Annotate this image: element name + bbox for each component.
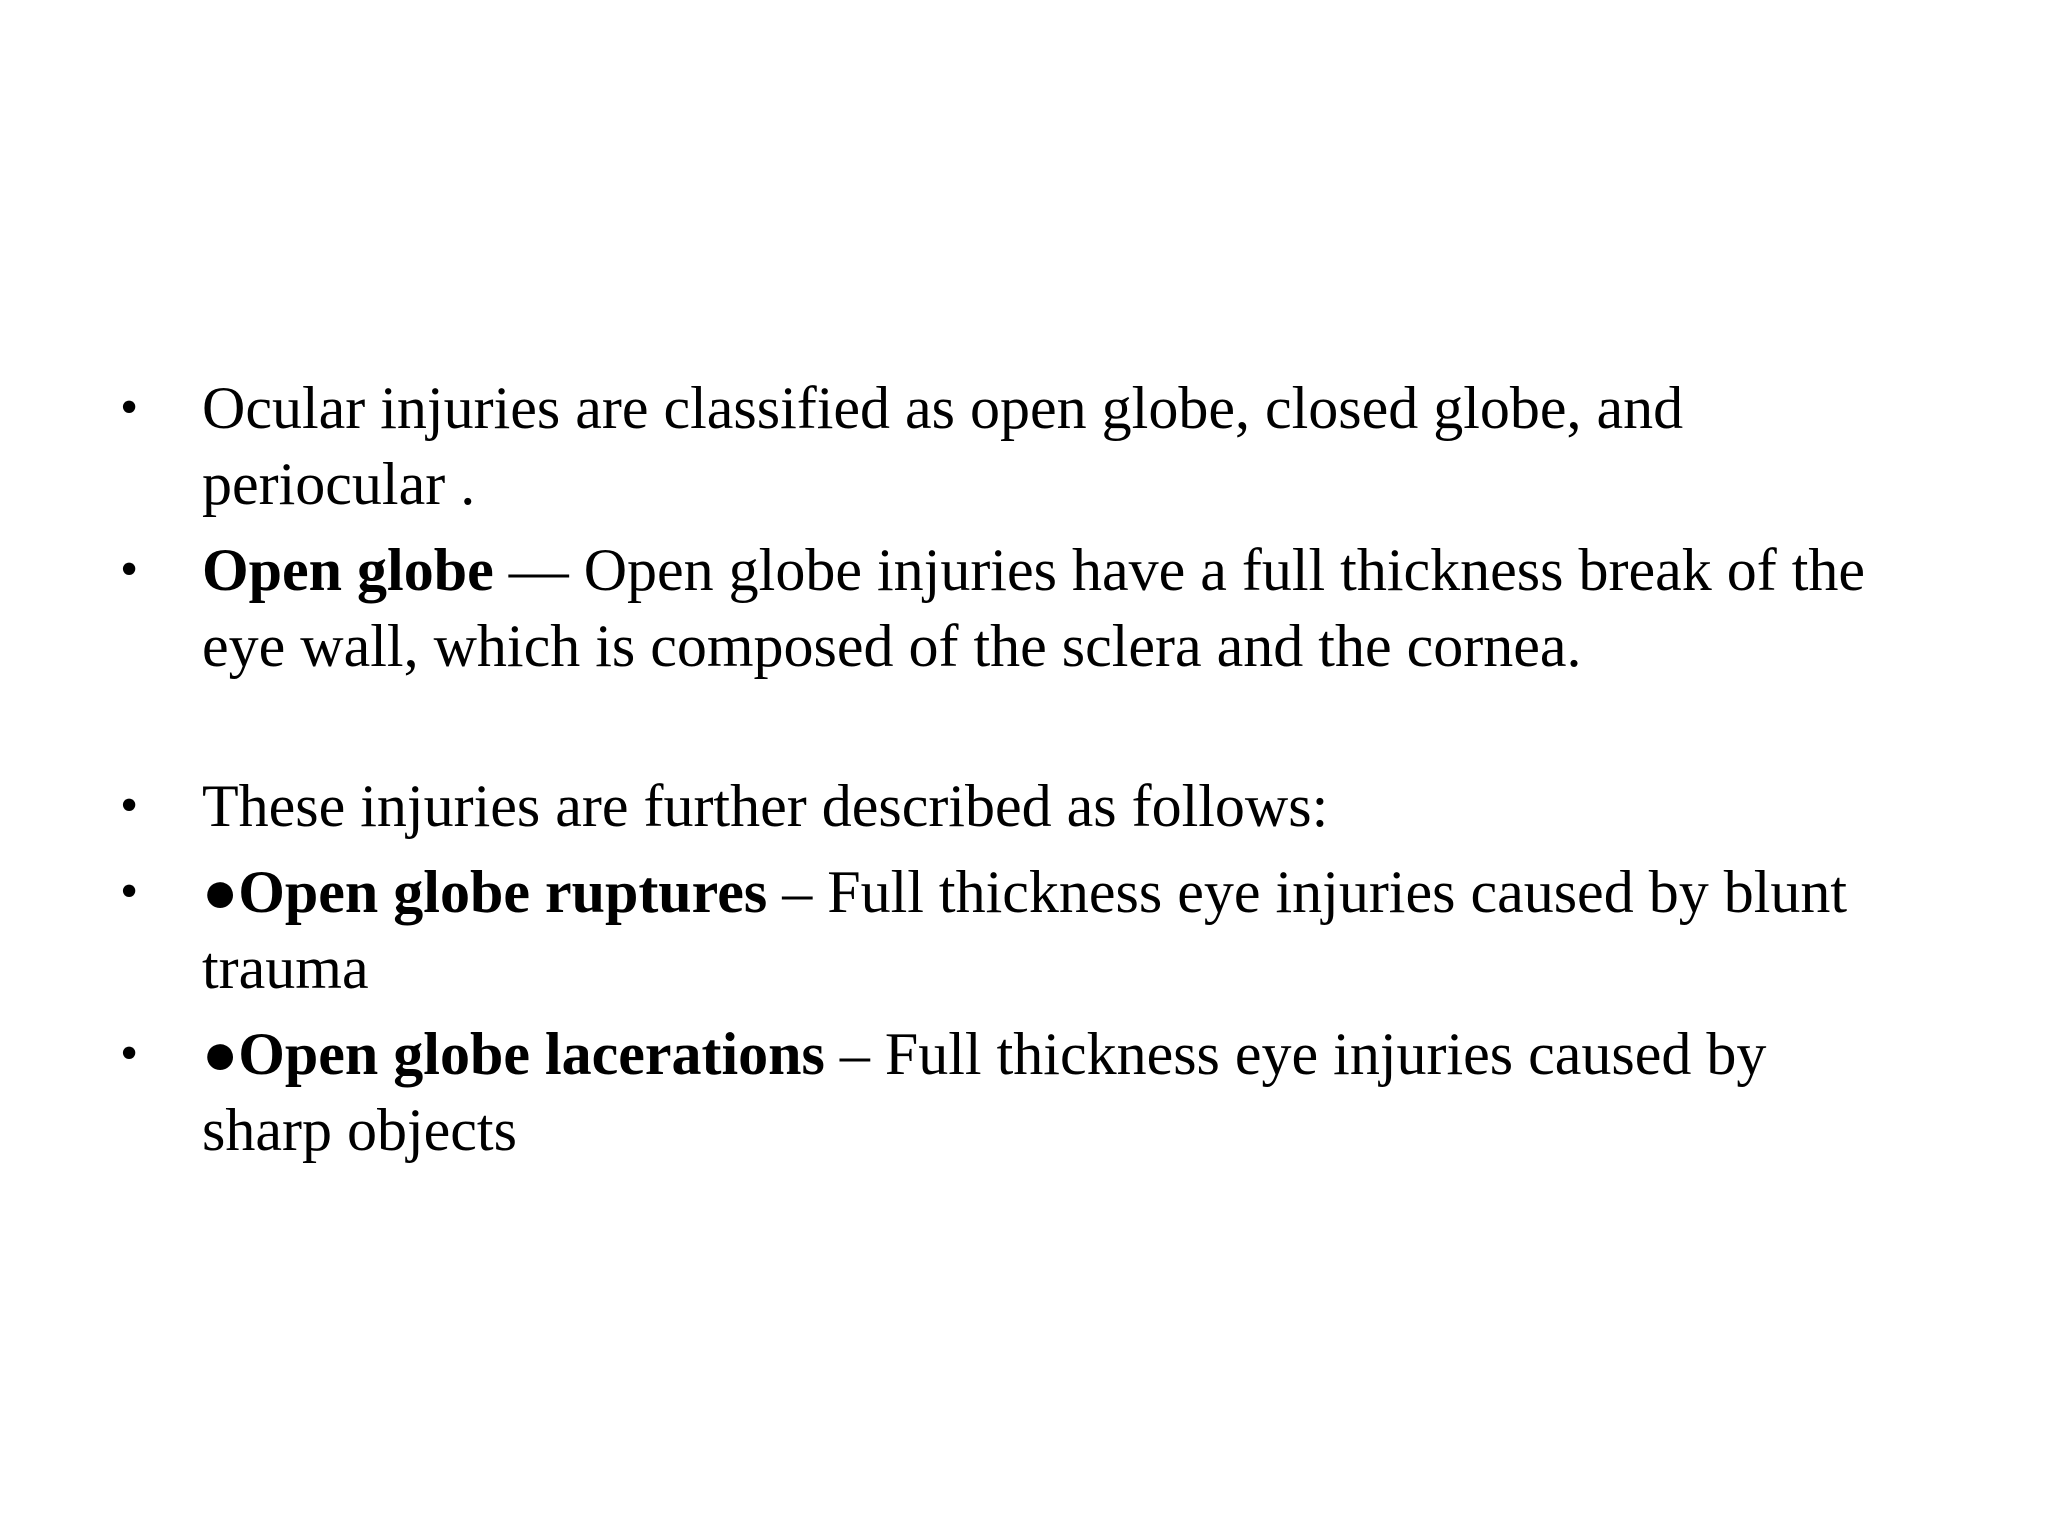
bullet-item-open-globe-ruptures: [120, 854, 1980, 1006]
bullet-marker: •: [120, 1025, 139, 1082]
bullet-text: These injuries are further described as follows:: [202, 773, 1329, 839]
bullet-text: — Open globe injuries have a full thickness break of the eye wall, which is composed of the sclera and the cornea.: [202, 537, 1865, 679]
bullet-marker: •: [120, 863, 139, 920]
bullet-term: ●Open globe lacerations: [202, 1021, 825, 1087]
bullet-item-open-globe: [120, 532, 1880, 684]
bullet-text: – Full thickness eye injuries caused by blunt trauma: [202, 859, 1848, 1001]
bullet-item-classification: [120, 370, 1820, 522]
bullet-marker: •: [120, 379, 139, 436]
bullet-text: Ocular injuries are classified as open globe, closed globe, and periocular .: [202, 375, 1684, 517]
bullet-marker: •: [120, 777, 139, 834]
bullet-item-further-described: [120, 768, 1975, 844]
bullet-text: – Full thickness eye injuries caused by sharp objects: [202, 1021, 1767, 1163]
bullet-list: [120, 370, 1960, 1178]
bullet-term: ●Open globe ruptures: [202, 859, 768, 925]
bullet-term: Open globe: [202, 537, 494, 603]
bullet-marker: •: [120, 541, 139, 598]
bullet-item-open-globe-lacerations: [120, 1016, 1880, 1168]
